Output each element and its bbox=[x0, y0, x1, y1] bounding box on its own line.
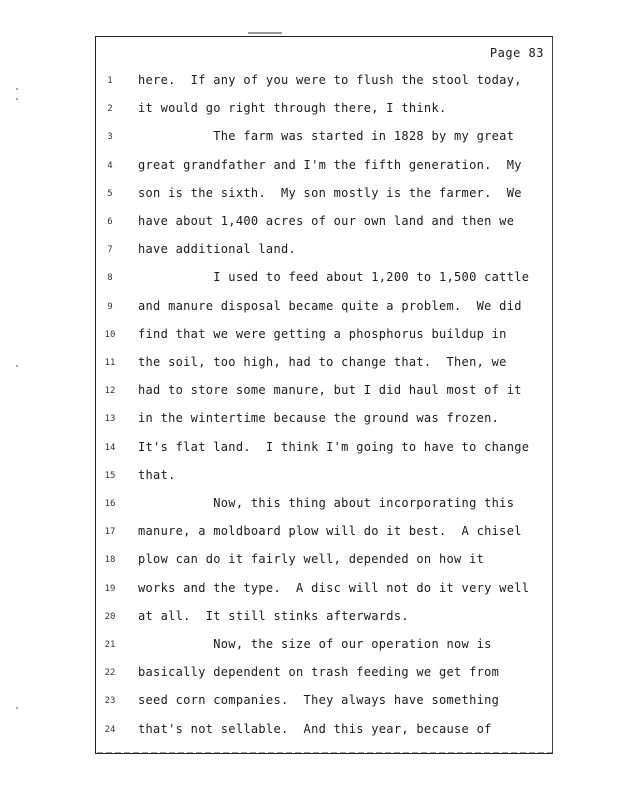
line-text: here. If any of you were to flush the stool today, bbox=[138, 73, 522, 87]
line-number: 18 bbox=[104, 555, 116, 566]
line-number: 1 bbox=[107, 76, 113, 86]
line-text: it would go right through there, I think. bbox=[138, 101, 447, 116]
transcript-line bbox=[0, 242, 618, 262]
transcript-line bbox=[0, 355, 618, 375]
line-number: 23 bbox=[104, 696, 116, 707]
line-text: had to store some manure, but I did haul most of it bbox=[138, 383, 522, 398]
transcript-line bbox=[0, 73, 618, 93]
line-number: 9 bbox=[107, 301, 113, 312]
line-text: works and the type. A disc will not do it very well bbox=[138, 580, 530, 595]
line-text: manure, a moldboard plow will do it best. A chisel bbox=[138, 524, 522, 539]
line-number: 5 bbox=[107, 188, 113, 199]
scan-artifact-top bbox=[248, 32, 282, 34]
transcript-line bbox=[0, 299, 618, 319]
transcript-line bbox=[0, 496, 618, 516]
line-text: The farm was started in 1828 by my great bbox=[138, 129, 515, 144]
transcript-line bbox=[0, 665, 618, 685]
scan-speck bbox=[16, 707, 18, 709]
transcript-line bbox=[0, 637, 618, 657]
line-number: 15 bbox=[104, 470, 116, 481]
line-number: 17 bbox=[104, 527, 116, 538]
line-text: I used to feed about 1,200 to 1,500 cattle bbox=[138, 270, 530, 285]
line-number: 21 bbox=[104, 640, 116, 650]
scan-speck bbox=[16, 88, 18, 90]
transcript-line bbox=[0, 270, 618, 290]
line-number: 14 bbox=[104, 442, 116, 453]
page-number: Page 83 bbox=[489, 46, 544, 60]
line-text: have additional land. bbox=[138, 242, 297, 257]
line-text: at all. It still stinks afterwards. bbox=[138, 608, 409, 623]
scan-speck bbox=[16, 98, 18, 100]
line-number: 2 bbox=[107, 104, 113, 115]
transcript-line bbox=[0, 468, 618, 488]
transcript-line bbox=[0, 581, 618, 601]
line-text: seed corn companies. They always have something bbox=[138, 693, 500, 708]
transcript-line bbox=[0, 214, 618, 234]
line-number: 4 bbox=[107, 160, 113, 171]
line-text: find that we were getting a phosphorus buildup in bbox=[138, 326, 507, 341]
line-text: the soil, too high, had to change that. Then, we bbox=[138, 355, 507, 369]
line-number: 10 bbox=[104, 329, 116, 340]
line-text: great grandfather and I'm the fifth generation. My bbox=[138, 157, 522, 172]
line-number: 7 bbox=[107, 245, 113, 256]
line-number: 20 bbox=[104, 611, 116, 622]
transcript-line bbox=[0, 129, 618, 149]
line-number: 22 bbox=[104, 668, 116, 679]
line-text: and manure disposal became quite a problem. We did bbox=[138, 298, 522, 313]
line-number: 8 bbox=[107, 273, 113, 284]
line-number: 6 bbox=[107, 217, 113, 227]
line-number: 13 bbox=[104, 414, 116, 425]
line-number: 3 bbox=[107, 132, 113, 143]
transcript-line bbox=[0, 186, 618, 206]
line-text: Now, this thing about incorporating this bbox=[138, 496, 515, 510]
line-text: Now, the size of our operation now is bbox=[138, 637, 492, 651]
line-number: 11 bbox=[104, 358, 116, 368]
line-text: that. bbox=[138, 467, 176, 482]
transcript-line bbox=[0, 722, 618, 742]
line-text: basically dependent on trash feeding we get from bbox=[138, 665, 500, 680]
line-text: plow can do it fairly well, depended on how it bbox=[138, 552, 485, 567]
line-number: 16 bbox=[104, 499, 116, 509]
line-number: 19 bbox=[104, 583, 116, 594]
transcript-line bbox=[0, 440, 618, 460]
scan-artifact-bottom bbox=[97, 752, 553, 754]
transcript-line bbox=[0, 693, 618, 713]
transcript-line bbox=[0, 383, 618, 403]
line-text: son is the sixth. My son mostly is the farmer. We bbox=[138, 185, 522, 200]
transcript-line bbox=[0, 609, 618, 629]
transcript-line bbox=[0, 552, 618, 572]
transcript-line bbox=[0, 327, 618, 347]
line-text: that's not sellable. And this year, because of bbox=[138, 721, 492, 736]
line-number: 12 bbox=[104, 386, 116, 397]
line-text: in the wintertime because the ground was frozen. bbox=[138, 411, 500, 426]
scan-speck bbox=[16, 365, 18, 367]
transcript-line bbox=[0, 158, 618, 178]
transcript-line bbox=[0, 524, 618, 544]
line-text: have about 1,400 acres of our own land and then we bbox=[138, 214, 515, 228]
transcript-line bbox=[0, 101, 618, 121]
line-text: It's flat land. I think I'm going to have to change bbox=[138, 439, 530, 454]
line-number: 24 bbox=[104, 724, 116, 735]
transcript-line bbox=[0, 411, 618, 431]
